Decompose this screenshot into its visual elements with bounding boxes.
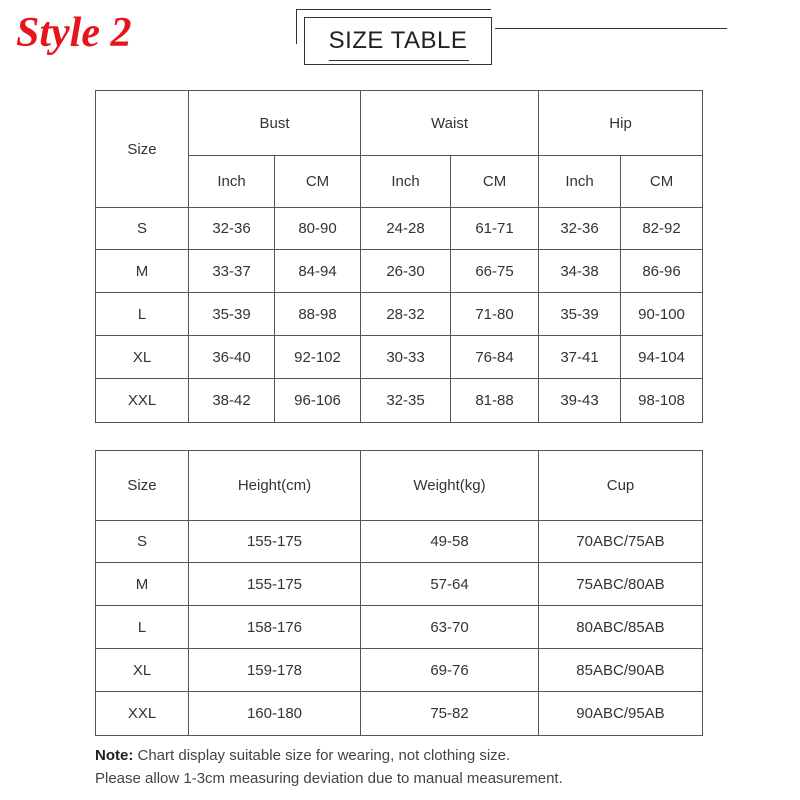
height-cell: 155-175: [189, 563, 361, 606]
unit-header: CM: [621, 156, 703, 208]
table-row: [96, 208, 703, 250]
note-line-2: Please allow 1-3cm measuring deviation due to manual measurement.: [95, 770, 563, 787]
table-cell: 94-104: [621, 336, 703, 379]
cup-cell: 85ABC/90AB: [539, 649, 703, 692]
height-weight-table: [95, 450, 703, 736]
table-cell: 66-75: [451, 250, 539, 293]
table-cell: 32-35: [361, 379, 451, 423]
table-cell: 86-96: [621, 250, 703, 293]
table-row: [96, 250, 703, 293]
table-row: [96, 692, 703, 736]
unit-header: CM: [451, 156, 539, 208]
size-cell: L: [96, 606, 189, 649]
unit-header: Inch: [539, 156, 621, 208]
table-cell: 36-40: [189, 336, 275, 379]
table-cell: 39-43: [539, 379, 621, 423]
size-header: Size: [96, 451, 189, 521]
table-cell: 71-80: [451, 293, 539, 336]
unit-header: Inch: [361, 156, 451, 208]
table-cell: 38-42: [189, 379, 275, 423]
table-row: [96, 336, 703, 379]
table-cell: 32-36: [189, 208, 275, 250]
bust-header: Bust: [189, 91, 361, 156]
cup-header: Cup: [539, 451, 703, 521]
table-cell: 80-90: [275, 208, 361, 250]
title-rule: [495, 28, 727, 29]
table-cell: 30-33: [361, 336, 451, 379]
size-cell: S: [96, 208, 189, 250]
note-text-1: Chart display suitable size for wearing, not clothing size.: [137, 747, 511, 764]
table-row: [96, 649, 703, 692]
table-cell: 76-84: [451, 336, 539, 379]
weight-cell: 75-82: [361, 692, 539, 736]
size-cell: XXL: [96, 379, 189, 423]
cup-cell: 70ABC/75AB: [539, 521, 703, 563]
cup-cell: 75ABC/80AB: [539, 563, 703, 606]
waist-header: Waist: [361, 91, 539, 156]
size-cell: L: [96, 293, 189, 336]
size-cell: XL: [96, 336, 189, 379]
weight-cell: 63-70: [361, 606, 539, 649]
table-cell: 82-92: [621, 208, 703, 250]
table-cell: 32-36: [539, 208, 621, 250]
weight-header: Weight(kg): [361, 451, 539, 521]
table-cell: 81-88: [451, 379, 539, 423]
table-cell: 35-39: [539, 293, 621, 336]
table-cell: 34-38: [539, 250, 621, 293]
table-cell: 35-39: [189, 293, 275, 336]
table-row: [96, 293, 703, 336]
title-banner: [0, 0, 800, 80]
table-cell: 96-106: [275, 379, 361, 423]
table-row: [96, 521, 703, 563]
table-cell: 26-30: [361, 250, 451, 293]
table-row: [96, 606, 703, 649]
size-cell: M: [96, 563, 189, 606]
size-header: Size: [96, 91, 189, 208]
weight-cell: 49-58: [361, 521, 539, 563]
style-label: Style 2: [16, 10, 132, 56]
size-cell: XXL: [96, 692, 189, 736]
table-row: [96, 379, 703, 423]
table-cell: 98-108: [621, 379, 703, 423]
height-cell: 155-175: [189, 521, 361, 563]
cup-cell: 90ABC/95AB: [539, 692, 703, 736]
table-row: [96, 563, 703, 606]
table-cell: 28-32: [361, 293, 451, 336]
table-cell: 84-94: [275, 250, 361, 293]
table-cell: 33-37: [189, 250, 275, 293]
cup-cell: 80ABC/85AB: [539, 606, 703, 649]
table-cell: 90-100: [621, 293, 703, 336]
unit-header: CM: [275, 156, 361, 208]
size-cell: XL: [96, 649, 189, 692]
weight-cell: 69-76: [361, 649, 539, 692]
page-title: SIZE TABLE: [304, 17, 492, 65]
height-cell: 159-178: [189, 649, 361, 692]
height-cell: 158-176: [189, 606, 361, 649]
note: [95, 744, 785, 790]
table-cell: 37-41: [539, 336, 621, 379]
size-cell: S: [96, 521, 189, 563]
weight-cell: 57-64: [361, 563, 539, 606]
note-label: Note:: [95, 747, 134, 764]
table-cell: 61-71: [451, 208, 539, 250]
measurements-table: [95, 90, 703, 423]
size-cell: M: [96, 250, 189, 293]
table-cell: 92-102: [275, 336, 361, 379]
hip-header: Hip: [539, 91, 703, 156]
height-header: Height(cm): [189, 451, 361, 521]
table-cell: 88-98: [275, 293, 361, 336]
unit-header: Inch: [189, 156, 275, 208]
table-cell: 24-28: [361, 208, 451, 250]
note-line-1: [95, 744, 785, 767]
height-cell: 160-180: [189, 692, 361, 736]
